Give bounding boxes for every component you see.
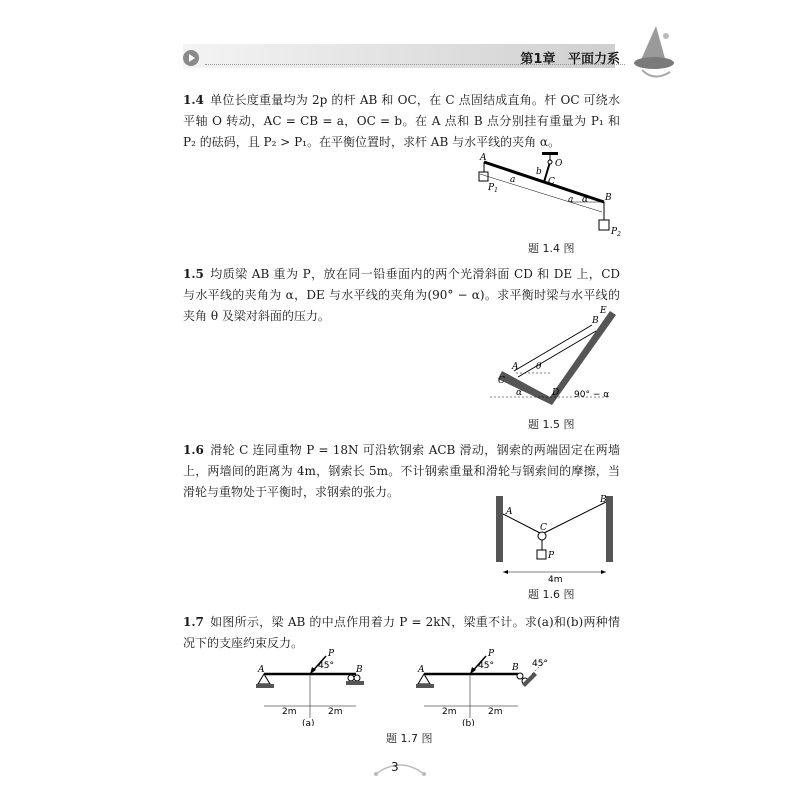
problem-text: 均质梁 AB 重为 P，放在同一铅垂面内的两个光滑斜面 CD 和 DE 上，CD 与水平线的夹角为 α，DE 与水平线的夹角为(90° − α)。求平衡时梁与水平线的夹角 θ 及梁对斜面的压力。 [183,267,620,323]
problem-text: 如图所示，梁 AB 的中点作用着力 P = 2kN，梁重不计。求(a)和(b)两种情况下的支座约束反力。 [183,615,620,650]
caption-1-7: 题 1.7 图 [386,732,433,745]
label-theta: θ [536,362,542,372]
figure-1-7b [414,648,554,726]
page-number: 3 [391,760,399,774]
label-C: C [548,177,555,187]
problem-1-4 [183,90,620,153]
label-angle: 45° [478,661,494,671]
label-a2: a [568,195,574,205]
caption-1-6: 题 1.6 图 [528,588,575,601]
label-a1: a [510,175,516,185]
label-C: C [540,523,547,533]
problem-number: 1.7 [183,615,204,629]
label-angle: 45° [318,661,334,671]
label-A: A [258,665,265,675]
label-b: b [536,167,542,177]
label-P: P [328,649,335,659]
figure-1-7a [254,648,370,726]
label-P: P [548,551,555,561]
label-a: (a) [302,719,315,726]
label-C: C [498,376,505,386]
label-alpha: α [516,388,523,398]
label-d1: 2m [442,707,457,717]
problem-text: 单位长度重量均为 2p 的杆 AB 和 OC，在 C 点固结成直角。杆 OC 可绕水平轴 O 转动，AC = CB = a，OC = b。在 A 点和 B 点分别挂有重量为 P₁ 和 P₂ 的砝码，且 P₂ > P₁。在平衡位置时，求杆 AB 与水平线的夹角 α。 [183,93,620,149]
chapter-header [512,48,620,67]
label-A: A [418,665,425,675]
label-A: A [480,153,487,163]
label-A: A [512,362,519,372]
problem-number: 1.6 [183,443,204,457]
label-E: E [600,306,607,316]
label-P: P [488,649,495,659]
label-d2: 2m [328,707,343,717]
figure-1-4 [470,150,630,240]
label-A: A [506,507,513,517]
chapter-number: 第1章 [520,52,556,67]
label-angle2: 90° − α [574,390,610,400]
problem-number: 1.5 [183,267,204,281]
label-d2: 2m [488,707,503,717]
label-P2: $P_2$ [611,227,621,238]
wizard-hat-icon [632,22,680,82]
label-b: (b) [462,719,475,726]
problem-number: 1.4 [183,93,204,107]
label-d1: 2m [282,707,297,717]
page-ornament [370,752,430,780]
caption-1-4: 题 1.4 图 [528,242,575,255]
label-D: D [552,388,560,398]
label-alpha: α [582,195,589,205]
problem-1-7 [183,612,620,654]
problem-text: 滑轮 C 连同重物 P = 18N 可沿软钢索 ACB 滑动，钢索的两端固定在两墙上，两墙间的距离为 4m，钢索长 5m。不计钢索重量和滑轮与钢索间的摩擦，当滑轮与重物处于平衡时，求钢索的张力。 [183,443,620,499]
label-B: B [356,665,363,675]
figure-1-6 [490,494,620,586]
label-B: B [512,663,519,673]
play-arrow-icon [183,50,199,66]
label-B: B [600,495,607,505]
caption-1-5: 题 1.5 图 [528,418,575,431]
label-B: B [592,316,599,326]
label-angle-b: 45° [532,659,548,669]
label-B: B [605,193,612,203]
label-O: O [555,159,563,169]
label-dist: 4m [548,575,563,585]
label-P1: $P_1$ [488,183,498,194]
figure-1-5 [480,305,620,415]
chapter-title: 平面力系 [567,52,620,67]
